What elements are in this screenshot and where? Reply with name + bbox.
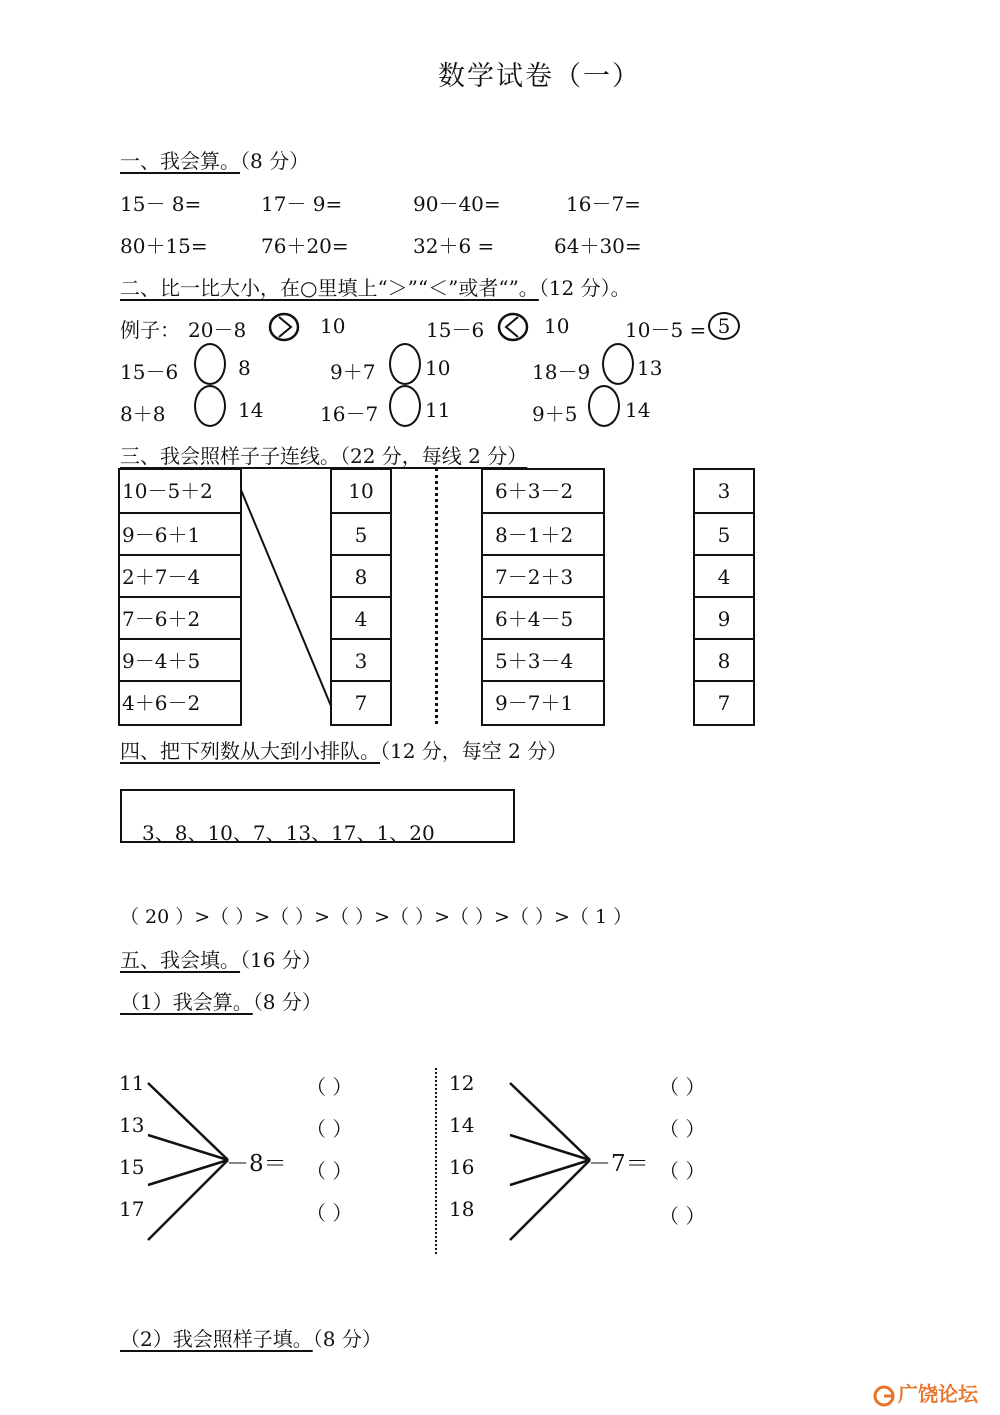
calc-item: 64＋30= — [554, 234, 642, 258]
compare-left: 18－9 — [532, 360, 591, 384]
expression-cell[interactable]: 6＋3－2 — [495, 479, 574, 503]
expression-cell[interactable]: 2＋7－4 — [120, 554, 240, 596]
expression-cell[interactable]: 9－6＋1 — [120, 512, 240, 554]
compare-right: 11 — [425, 398, 451, 422]
left-number-column — [330, 468, 392, 726]
example-circle-equal: 5 — [708, 312, 740, 340]
expression-cell[interactable]: 9－7＋1 — [483, 680, 603, 722]
section-1-score: （8 分） — [240, 149, 310, 173]
ordering-answer-row[interactable]: （ 20 ）>（ ）>（ ）>（ ）>（ ）>（ ）>（ ）>（ 1 ） — [120, 906, 633, 928]
expression-cell[interactable]: 10－5＋2 — [122, 479, 213, 503]
subsection-1-header — [120, 986, 322, 1015]
calc-item: 16－7= — [566, 192, 641, 216]
answer-blank[interactable]: （ ） — [306, 1201, 353, 1225]
number-cell[interactable]: 3 — [332, 638, 390, 680]
watermark-text: 广饶论坛 — [898, 1382, 978, 1406]
subsection-1-score: （8 分） — [252, 990, 322, 1014]
fan-number: 12 — [449, 1071, 475, 1095]
fan-operation: －8＝ — [226, 1151, 287, 1177]
page-title: 数学试卷（一） — [438, 61, 641, 92]
answer-blank[interactable]: （ ） — [659, 1204, 706, 1228]
calc-item: 17－ 9= — [261, 192, 343, 216]
section-5-header — [120, 944, 322, 973]
subsection-2-title: （2）我会照样子填。 — [120, 1327, 313, 1351]
compare-left: 15－6 — [426, 318, 485, 342]
expression-cell[interactable]: 7－6＋2 — [120, 596, 240, 638]
section-1-title: 一、我会算。 — [120, 149, 240, 173]
compare-right: 14 — [238, 398, 264, 422]
expression-cell[interactable]: 5＋3－4 — [483, 638, 603, 680]
fan-number: 13 — [119, 1113, 145, 1137]
number-cell[interactable]: 3 — [717, 479, 731, 503]
calc-item: 90－40= — [413, 192, 501, 216]
fan-number: 16 — [449, 1155, 475, 1179]
compare-left: 9＋7 — [330, 360, 376, 384]
compare-left: 10－5 = — [625, 318, 707, 342]
expression-cell[interactable]: 4＋6－2 — [120, 680, 240, 722]
number-cell[interactable]: 5 — [695, 512, 753, 554]
expression-cell[interactable]: 9－4＋5 — [120, 638, 240, 680]
section-2-score: （12 分）。 — [538, 276, 631, 300]
number-cell[interactable]: 5 — [332, 512, 390, 554]
answer-blank[interactable]: （ ） — [659, 1117, 706, 1141]
section-4-title: 四、把下列数从大到小排队。 — [120, 739, 380, 763]
answer-blank[interactable]: （ ） — [306, 1159, 353, 1183]
dotted-divider — [435, 468, 438, 724]
answer-blank[interactable]: （ ） — [306, 1117, 353, 1141]
answer-blank[interactable]: （ ） — [306, 1075, 353, 1099]
fan-number: 14 — [449, 1113, 475, 1137]
compare-right: 8 — [238, 356, 251, 380]
number-cell[interactable]: 4 — [332, 596, 390, 638]
fan-operation: －7＝ — [588, 1151, 649, 1177]
expression-cell[interactable]: 8－1＋2 — [483, 512, 603, 554]
number-list: 3、8、10、7、13、17、1、20 — [142, 821, 435, 845]
section-2-title: 二、比一比大小，在○里填上“＞”“＜”或者“”。 — [120, 276, 539, 300]
fan-number: 11 — [119, 1071, 145, 1095]
compare-right: 10 — [425, 356, 451, 380]
compare-right: 14 — [625, 398, 651, 422]
dotted-divider — [435, 1068, 437, 1254]
number-cell[interactable]: 7 — [695, 680, 753, 722]
subsection-1-title: （1）我会算。 — [120, 990, 253, 1014]
number-cell[interactable]: 9 — [695, 596, 753, 638]
right-expression-column — [481, 468, 605, 726]
watermark-logo — [872, 1378, 978, 1408]
watermark-icon — [872, 1384, 898, 1408]
answer-blank[interactable]: （ ） — [659, 1159, 706, 1183]
section-5-score: （16 分） — [240, 948, 322, 972]
compare-right: 10 — [544, 314, 570, 338]
number-cell[interactable]: 8 — [695, 638, 753, 680]
subsection-2-header — [120, 1323, 382, 1352]
fan-number: 15 — [119, 1155, 145, 1179]
answer-blank[interactable]: （ ） — [659, 1075, 706, 1099]
expression-cell[interactable]: 7－2＋3 — [483, 554, 603, 596]
compare-left: 8＋8 — [120, 402, 166, 426]
subsection-2-score: （8 分） — [312, 1327, 382, 1351]
number-list-box — [120, 789, 515, 843]
expression-cell[interactable]: 6＋4－5 — [483, 596, 603, 638]
number-cell[interactable]: 8 — [332, 554, 390, 596]
calc-item: 15－ 8= — [120, 192, 202, 216]
compare-left: 16－7 — [320, 402, 379, 426]
compare-left: 20－8 — [188, 318, 247, 342]
compare-left: 15－6 — [120, 360, 179, 384]
number-cell[interactable]: 4 — [695, 554, 753, 596]
fan-number: 17 — [119, 1197, 145, 1221]
compare-right: 13 — [637, 356, 663, 380]
number-cell[interactable]: 7 — [332, 680, 390, 722]
number-cell[interactable]: 10 — [348, 479, 374, 503]
example-label: 例子： — [120, 318, 180, 342]
calc-item: 76＋20= — [261, 234, 349, 258]
section-5-title: 五、我会填。 — [120, 948, 240, 972]
section-4-score: （12 分，每空 2 分） — [380, 739, 568, 763]
compare-left: 9＋5 — [532, 402, 578, 426]
calc-item: 80＋15= — [120, 234, 208, 258]
right-number-column — [693, 468, 755, 726]
section-4-header — [120, 735, 567, 764]
calc-item: 32＋6 = — [413, 234, 495, 258]
example-connection-line — [241, 490, 331, 706]
compare-right: 10 — [320, 314, 346, 338]
section-3-title: 三、我会照样子子连线。（22 分，每线 2 分） — [120, 444, 528, 468]
fan-number: 18 — [449, 1197, 475, 1221]
